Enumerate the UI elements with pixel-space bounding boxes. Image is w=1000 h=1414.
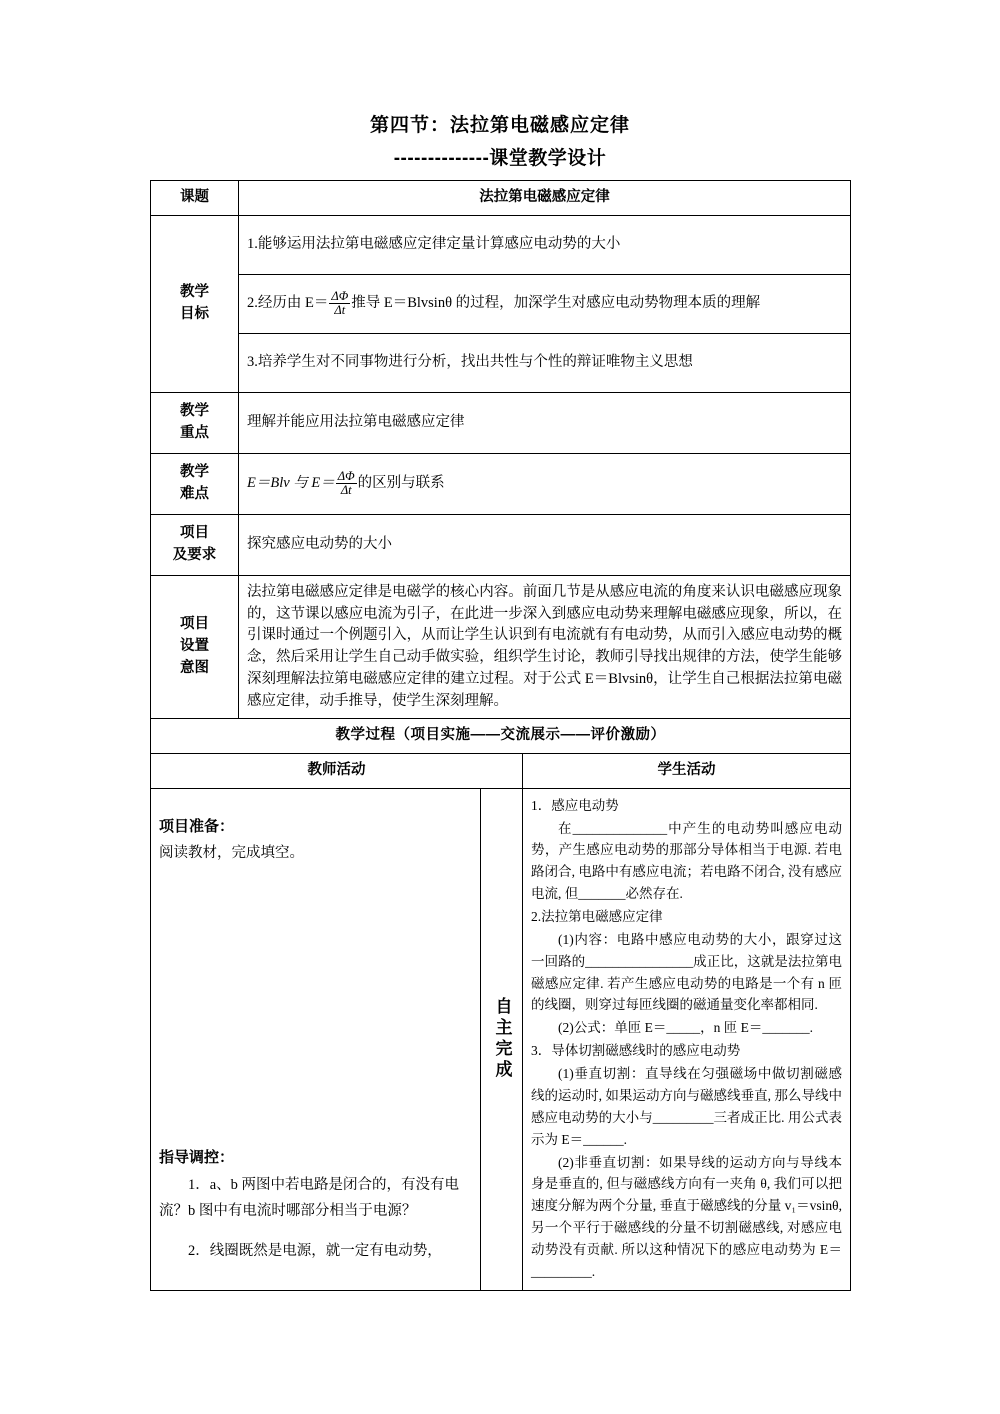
topic-label: 课题 xyxy=(151,181,239,216)
student-content xyxy=(531,795,842,1283)
table-row-process-head xyxy=(151,719,851,754)
prepare-heading: 项目准备： xyxy=(159,818,235,836)
activity-body-row xyxy=(151,788,851,1290)
student-item2-p2: (2)公式：单匝 E＝_____，n 匝 E＝_______. xyxy=(558,1020,813,1036)
objective-item-1: 1.能够运用法拉第电磁感应定律定量计算感应电动势的大小 xyxy=(239,215,851,274)
table-row-objective-2 xyxy=(151,274,851,333)
key-label: 教学 重点 xyxy=(151,392,239,453)
process-heading: 教学过程（项目实施——交流展示——评价激励） xyxy=(151,719,851,754)
page-subtitle: --------------课堂教学设计 xyxy=(393,148,607,169)
intent-value: 法拉第电磁感应定律是电磁学的核心内容。前面几节是从感应电流的角度来认识电磁感应现象的，这节课以感应电流为引子，在此进一步深入到感应电动势来理解电磁感应现象，所以，在引课时通过一个例题引入，从而让学生认识到有电流就有有电动势，从而引入感应电动势的概念，然后采用让学生自己动手做实验，组织学生讨论，教师引导找出规律的方法，使学生能够深刻理解法拉第电磁感应定律的建立过程。对于公式 E＝Blvsinθ，让学生自己根据法拉第电磁感应定律，动手推导，使学生深刻理解。 xyxy=(239,575,851,719)
key-value: 理解并能应用法拉第电磁感应定律 xyxy=(239,392,851,453)
topic-value: 法拉第电磁感应定律 xyxy=(239,181,851,216)
difficulty-label: 教学 难点 xyxy=(151,453,239,514)
teacher-blank-space xyxy=(159,865,472,1145)
teacher-activity-cell xyxy=(151,788,481,1290)
intent-label: 项目 设置 意图 xyxy=(151,575,239,719)
prepare-text: 阅读教材，完成填空。 xyxy=(159,844,304,861)
student-item1-p1: 在______________中产生的电动势叫感应电动势，产生感应电动势的那部分导体相当于电源. 若电路闭合, 电路中有感应电流；若电路不闭合, 没有感应电流, 但_______必然存在. xyxy=(531,820,842,902)
table-row-difficulty xyxy=(151,453,851,514)
guide-heading: 指导调控： xyxy=(159,1149,235,1167)
project-label: 项目 及要求 xyxy=(151,514,239,575)
objective-2-pre: 2.经历由 E＝ xyxy=(247,295,329,312)
guide-question-1: 1．a、b 两图中若电路是闭合的，有没有电流？b 图中有电流时哪部分相当于电源？ xyxy=(159,1176,460,1219)
gap xyxy=(159,1224,472,1238)
table-row-project xyxy=(151,514,851,575)
formula-fraction-dphi-dt: $\frac{\Delta\Phi}{\Delta t}$ xyxy=(331,289,349,318)
table-row-intent xyxy=(151,575,851,719)
page-title: 第四节：法拉第电磁感应定律 xyxy=(369,115,630,136)
table-row-topic xyxy=(151,181,851,216)
student-item3-p2: (2)非垂直切割：如果导线的运动方向与导线本身是垂直的, 但与磁感线方向有一夹角 θ, 我们可以把速度分解为两个分量, 垂直于磁感线的分量 v₁＝vsinθ, 另一个平行于磁感线的分量不切割磁感线, 对感应电动势没有贡献. 所以这种情况下的感应电动势为 E＝_________. xyxy=(531,1154,842,1279)
vertical-label-cell xyxy=(481,788,523,1290)
activity-table xyxy=(150,753,851,1291)
formula-fraction-dphi-dt-2: $\frac{\Delta\Phi}{\Delta t}$ xyxy=(337,469,355,498)
student-activity-header: 学生活动 xyxy=(523,754,851,789)
project-value: 探究感应电动势的大小 xyxy=(239,514,851,575)
activity-header-row xyxy=(151,754,851,789)
table-row-key xyxy=(151,392,851,453)
objective-item-2 xyxy=(239,274,851,333)
student-item2-head: 2.法拉第电磁感应定律 xyxy=(531,909,663,925)
difficulty-post: 的区别与联系 xyxy=(357,475,445,492)
difficulty-pre: E＝Blv 与 E＝ xyxy=(247,475,335,492)
objective-label: 教学 目标 xyxy=(151,215,239,392)
difficulty-value xyxy=(239,453,851,514)
table-row-objective-1 xyxy=(151,215,851,274)
teacher-activity-header: 教师活动 xyxy=(151,754,523,789)
student-item1-head: 1．感应电动势 xyxy=(531,797,619,813)
student-activity-cell xyxy=(523,788,851,1290)
student-item3-p1: (1)垂直切割：直导线在匀强磁场中做切割磁感线的运动时, 如果运动方向与磁感线垂直, 那么导线中感应电动势的大小与_________三者成正比. 用公式表示为 E＝______. xyxy=(531,1066,842,1147)
student-item2-p1: (1)内容：电路中感应电动势的大小，跟穿过这一回路的________________成正比，这就是法拉第电磁感应定律. 若产生感应电动势的电路是一个有 n 匝的线圈，则穿过每匝线圈的磁通量变化率都相同. xyxy=(531,931,842,1013)
guide-question-2: 2．线圈既然是电源，就一定有电动势， xyxy=(188,1243,442,1260)
lesson-plan-table xyxy=(150,180,851,754)
vertical-label-text: 自主完成 xyxy=(492,997,512,1082)
student-item3-head: 3．导体切割磁感线时的感应电动势 xyxy=(531,1043,741,1059)
objective-item-3: 3.培养学生对不同事物进行分析，找出共性与个性的辩证唯物主义思想 xyxy=(239,333,851,392)
objective-2-post: 推导 E＝Blvsinθ 的过程，加深学生对感应电动势物理本质的理解 xyxy=(351,295,761,312)
table-row-objective-3 xyxy=(151,333,851,392)
